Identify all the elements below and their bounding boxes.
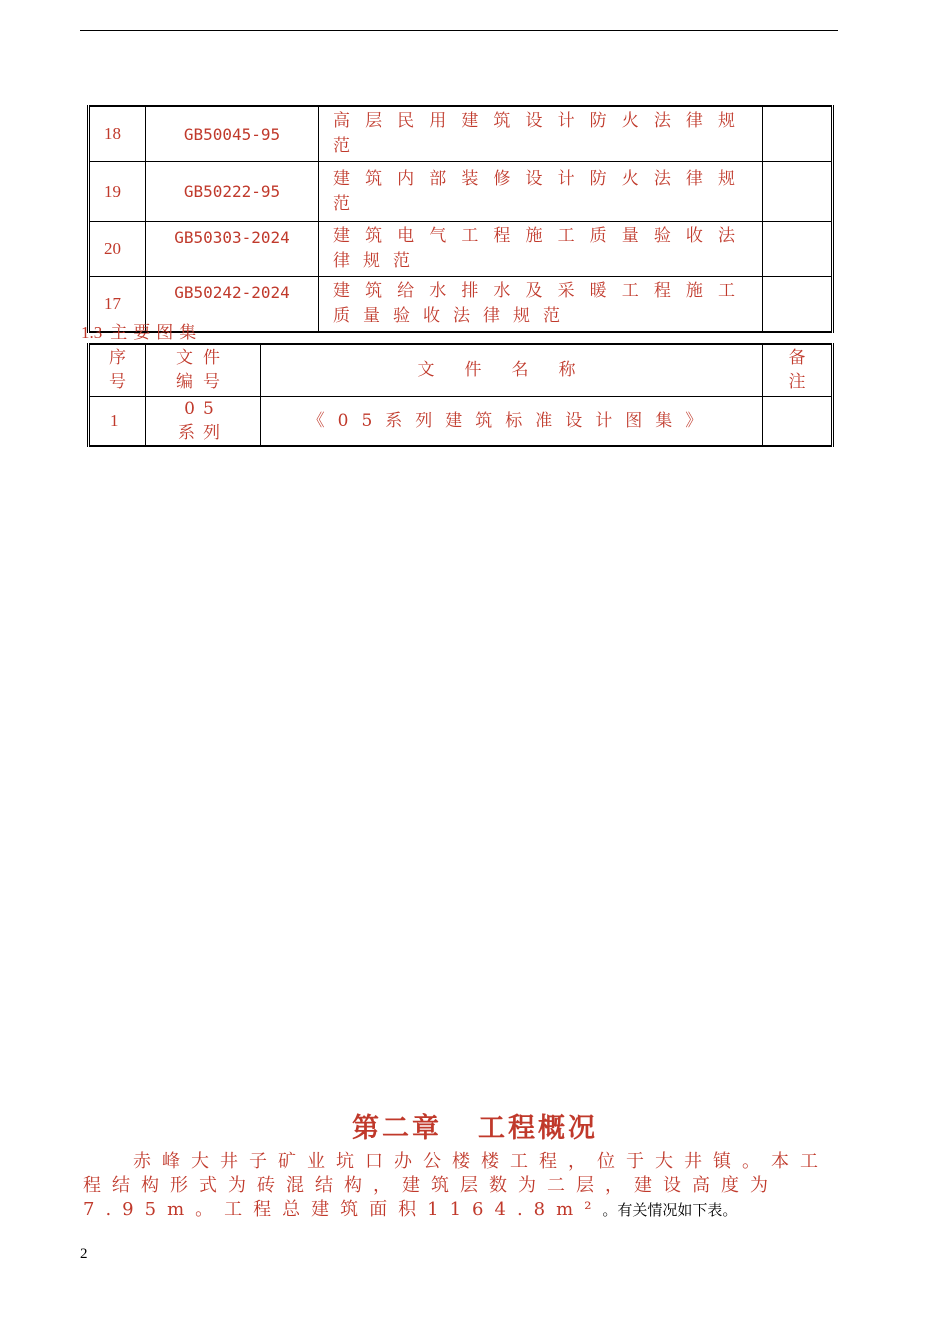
standard-code: GB50222-95	[146, 162, 319, 222]
standard-code: GB50242-2024	[146, 277, 319, 333]
table-row	[89, 222, 833, 277]
chapter-heading	[0, 1106, 950, 1145]
header-code: 文件编号	[146, 344, 261, 396]
note-cell	[763, 222, 833, 277]
header-note: 备注	[763, 344, 833, 396]
row-number: 19	[89, 162, 146, 222]
row-number: 17	[89, 277, 146, 333]
standard-name: 建筑给水排水及采暖工程施工质量验收法律规范	[319, 277, 763, 333]
table-row	[89, 106, 833, 162]
atlas-table	[87, 343, 834, 447]
header-no: 序号	[89, 344, 146, 396]
atlas-code: 05 系列	[146, 396, 261, 446]
standard-code: GB50045-95	[146, 106, 319, 162]
table-row	[89, 396, 833, 446]
overview-text: 赤峰大井子矿业坑口办公楼楼工程，位于大井镇。本工程结构形式为砖混结构，建筑层数为二层，建设高度为7.95m。工程总建筑面积1164.8m²	[83, 1151, 829, 1220]
note-cell	[763, 396, 833, 446]
section-number: 1.3	[81, 323, 103, 342]
page-number: 2	[80, 1246, 88, 1262]
section-title: 主要图集	[110, 323, 203, 343]
standards-table	[87, 105, 834, 333]
table-header-row	[89, 344, 833, 396]
header-rule	[80, 30, 838, 31]
standard-code: GB50303-2024	[146, 222, 319, 277]
row-number: 20	[89, 222, 146, 277]
standard-name: 建筑电气工程施工质量验收法律规范	[319, 222, 763, 277]
chapter-number: 第二章	[352, 1113, 442, 1144]
row-number: 18	[89, 106, 146, 162]
overview-tail: 。有关情况如下表。	[602, 1201, 738, 1219]
note-cell	[763, 277, 833, 333]
header-name: 文件名称	[261, 344, 763, 396]
atlas-name: 《05系列建筑标准设计图集》	[261, 396, 763, 446]
note-cell	[763, 162, 833, 222]
table-row	[89, 162, 833, 222]
chapter-title: 工程概况	[478, 1113, 598, 1144]
standard-name: 建筑内部装修设计防火法律规范	[319, 162, 763, 222]
standard-name: 高层民用建筑设计防火法律规范	[319, 106, 763, 162]
row-number: 1	[89, 396, 146, 446]
section-heading	[81, 318, 202, 343]
note-cell	[763, 106, 833, 162]
overview-paragraph	[83, 1150, 855, 1222]
